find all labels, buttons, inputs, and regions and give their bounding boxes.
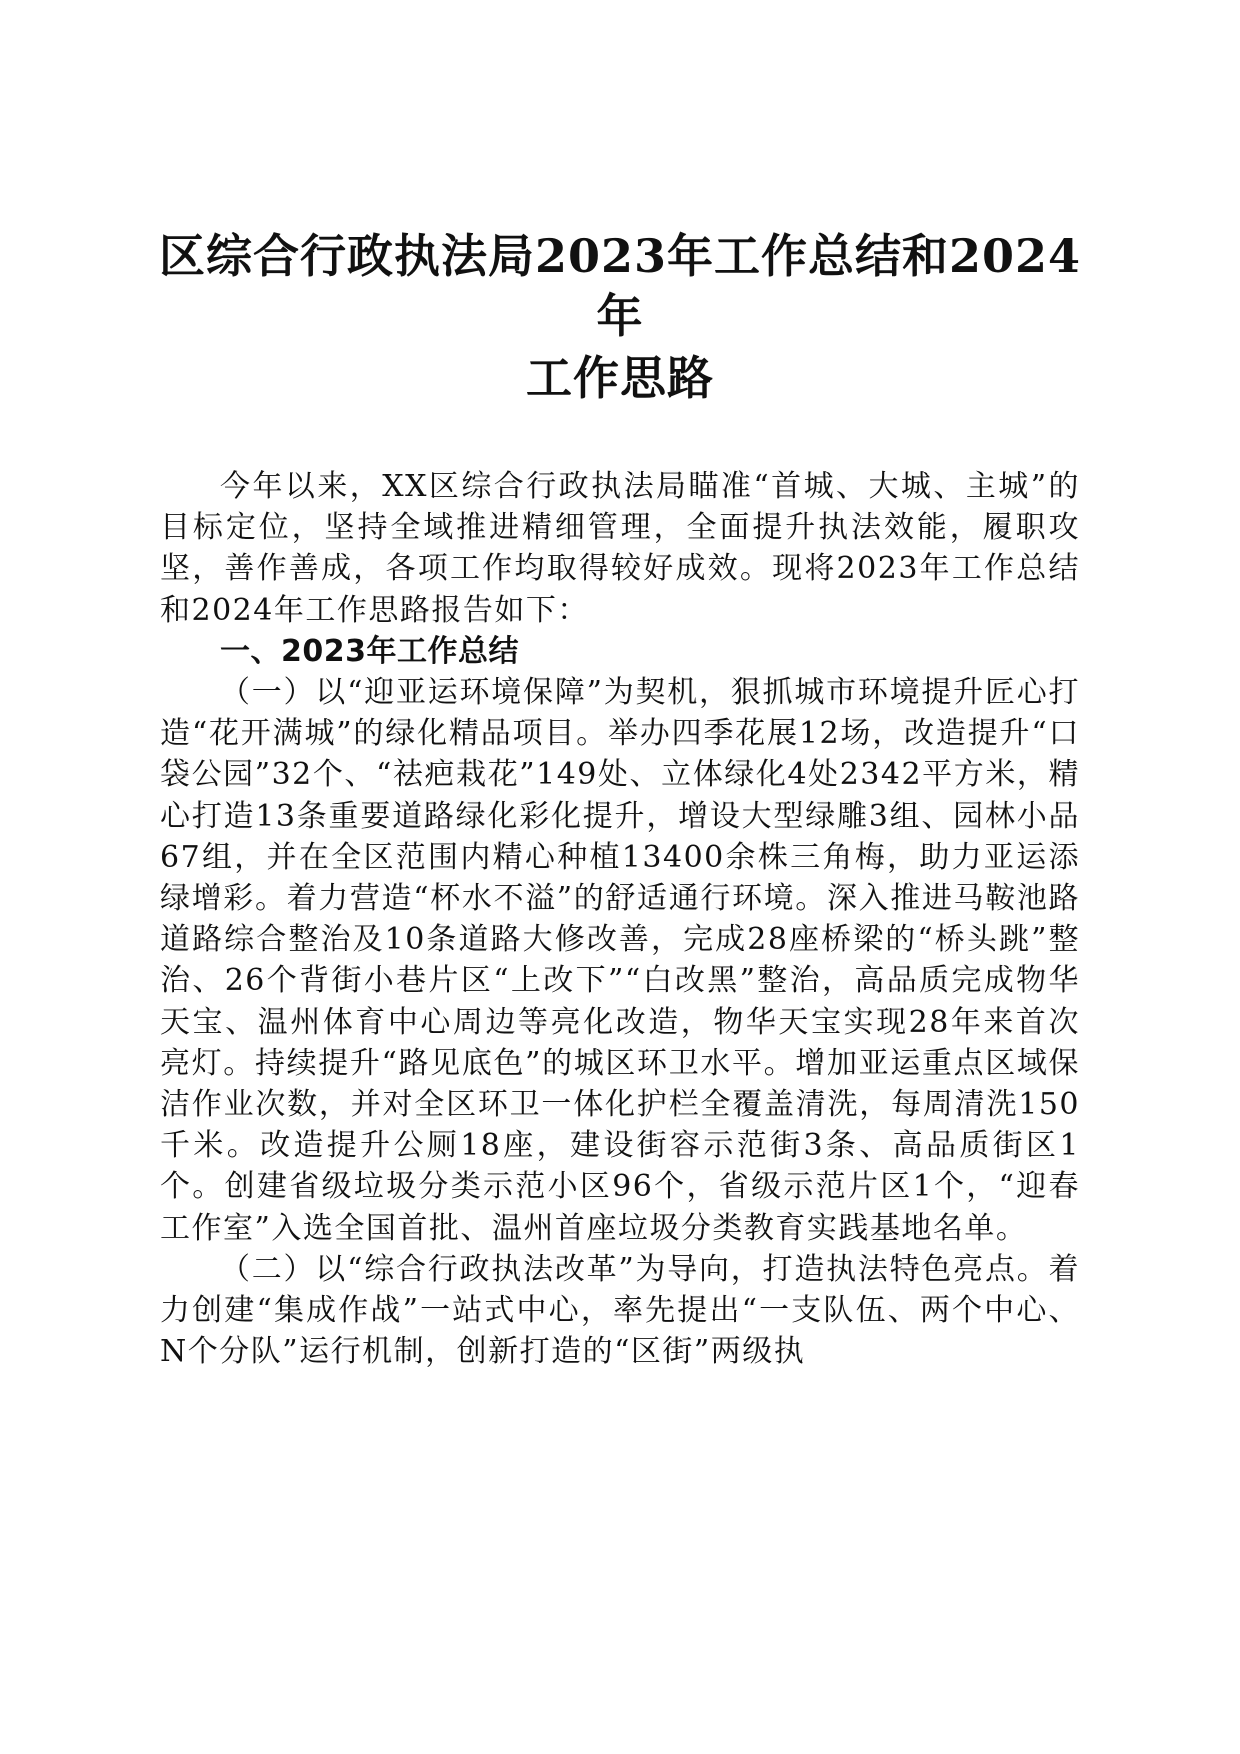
body-paragraph-2: （二）以“综合行政执法改革”为导向，打造执法特色亮点。着力创建“集成作战”一站式中心，率先提出“一支队伍、两个中心、N个分队”运行机制，创新打造的“区街”两级执 [160,1251,1080,1370]
document-body [160,466,1080,1372]
body-paragraph-1: （一）以“迎亚运环境保障”为契机，狠抓城市环境提升匠心打造“花开满城”的绿化精品项目。举办四季花展12场，改造提升“口袋公园”32个、“祛疤栽花”149处、立体绿化4处2342平方米，精心打造13条重要道路绿化彩化提升，增设大型绿雕3组、园林小品67组，并在全区范围内精心种植13400余株三角梅，助力亚运添绿增彩。着力营造“杯水不溢”的舒适通行环境。深入推进马鞍池路道路综合整治及10条道路大修改善，完成28座桥梁的“桥头跳”整治、26个背街小巷片区“上改下”“白改黑”整治，高品质完成物华天宝、温州体育中心周边等亮化改造，物华天宝实现28年来首次亮灯。持续提升“路见底色”的城区环卫水平。增加亚运重点区域保洁作业次数，并对全区环卫一体化护栏全覆盖清洗，每周清洗150千米。改造提升公厕18座，建设街容示范街3条、高品质街区1个。创建省级垃圾分类示范小区96个，省级示范片区1个，“迎春工作室”入选全国首批、温州首座垃圾分类教育实践基地名单。 [160,675,1080,1246]
document-title-line-2: 工作思路 [526,351,714,405]
intro-paragraph: 今年以来，XX区综合行政执法局瞄准“首城、大城、主城”的目标定位，坚持全域推进精细管理，全面提升执法效能，履职攻坚，善作善成，各项工作均取得较好成效。现将2023年工作总结和2024年工作思路报告如下： [160,469,1080,628]
document-title-line-1: 区综合行政执法局2023年工作总结和2024年 [158,229,1082,343]
section-heading: 一、2023年工作总结 [220,633,519,669]
